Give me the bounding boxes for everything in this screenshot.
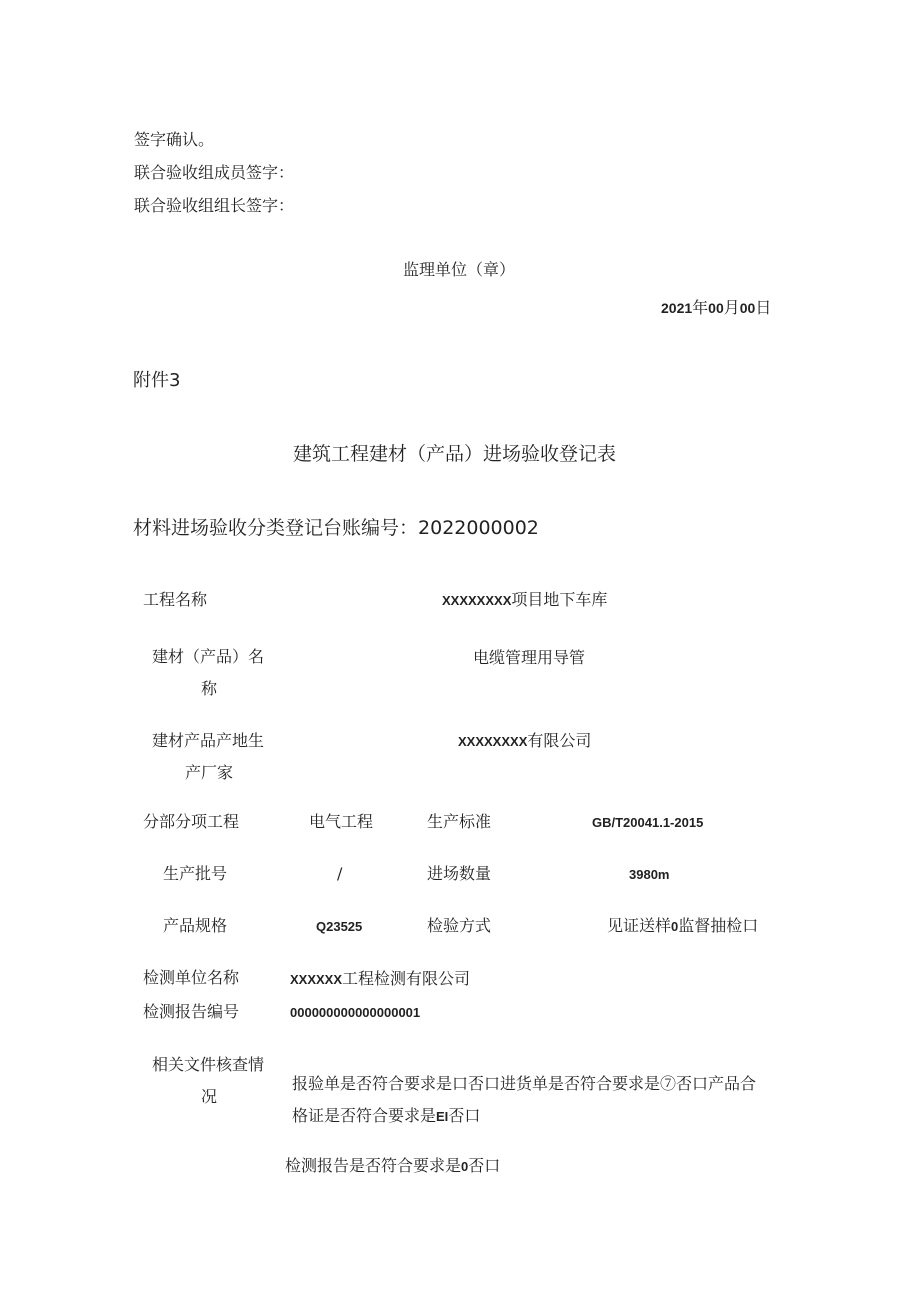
project-name-value [442,590,607,611]
manufacturer-label-line1: 建材产品产地生 [152,731,265,750]
docs-report-no: 否口 [468,1156,501,1175]
date-year: 2021 [661,300,693,316]
material-name-value: 电缆管理用导管 [473,648,586,667]
inspection-value [607,916,758,937]
material-name-label-line1: 建材（产品）名 [152,647,265,666]
supervision-unit-seal: 监理单位（章） [403,260,516,279]
lab-code: XXXXXX [290,972,343,987]
spec-value: Q23525 [316,919,363,934]
docs-check-line2 [292,1106,480,1127]
project-name-text: 项目地下车库 [511,590,608,609]
manufacturer-text: 有限公司 [527,731,592,750]
report-number-label: 检测报告编号 [143,1002,240,1021]
standard-label: 生产标准 [427,812,492,831]
docs-report-text: 检测报告是否符合要求是 [285,1156,462,1175]
manufacturer-label-line2: 产厂家 [185,763,234,782]
date-month: 00 [708,300,724,316]
lab-text: 工程检测有限公司 [342,969,471,988]
material-name-label-line2: 称 [201,679,218,698]
project-name-code: XXXXXXXX [442,593,512,608]
spec-label: 产品规格 [163,916,228,935]
docs-check-label-line1: 相关文件核查情 [152,1055,265,1074]
manufacturer-code: XXXXXXXX [458,734,528,749]
docs-report-mark: 0 [461,1159,469,1174]
project-name-label: 工程名称 [143,590,208,609]
ledger-value: 2022000002 [418,517,539,539]
batch-label: 生产批号 [163,864,228,883]
supervision-date [661,298,771,318]
quantity-label: 进场数量 [427,864,492,883]
quantity-value: 3980m [629,867,670,882]
report-number-value: 000000000000000001 [290,1005,421,1020]
member-signature-label: 联合验收组成员签字： [134,163,295,182]
inspection-option-witness: 见证送样 [607,916,672,935]
date-day-unit: 日 [755,298,772,317]
ledger-label: 材料进场验收分类登记台账编号： [133,517,419,539]
docs-cert-mark: EI [436,1109,449,1124]
date-month-unit: 月 [723,298,740,317]
batch-value: / [337,864,343,883]
date-day: 00 [739,300,756,316]
ledger-number [133,516,539,540]
lab-value [290,969,470,990]
inspection-option-supervision: 监督抽检口 [678,916,759,935]
lab-label: 检测单位名称 [143,968,240,987]
manufacturer-value [458,731,591,752]
subproject-label: 分部分项工程 [143,812,240,831]
inspection-label: 检验方式 [427,916,492,935]
subproject-value: 电气工程 [309,812,374,831]
docs-check-label-line2: 况 [201,1087,218,1106]
docs-check-line1: 报验单是否符合要求是口否口进货单是否符合要求是⑦否口产品合 [292,1074,757,1093]
inspection-mark: 0 [671,919,679,934]
docs-check-line3 [285,1156,500,1177]
docs-cert-no: 否口 [448,1106,481,1125]
standard-value: GB/T20041.1-2015 [592,815,704,830]
date-year-unit: 年 [692,298,709,317]
attachment-heading: 附件3 [133,370,181,391]
leader-signature-label: 联合验收组组长签字： [134,196,295,215]
docs-cert-text: 格证是否符合要求是 [292,1106,437,1125]
form-title: 建筑工程建材（产品）进场验收登记表 [293,443,617,465]
signature-confirm: 签字确认。 [134,130,215,149]
